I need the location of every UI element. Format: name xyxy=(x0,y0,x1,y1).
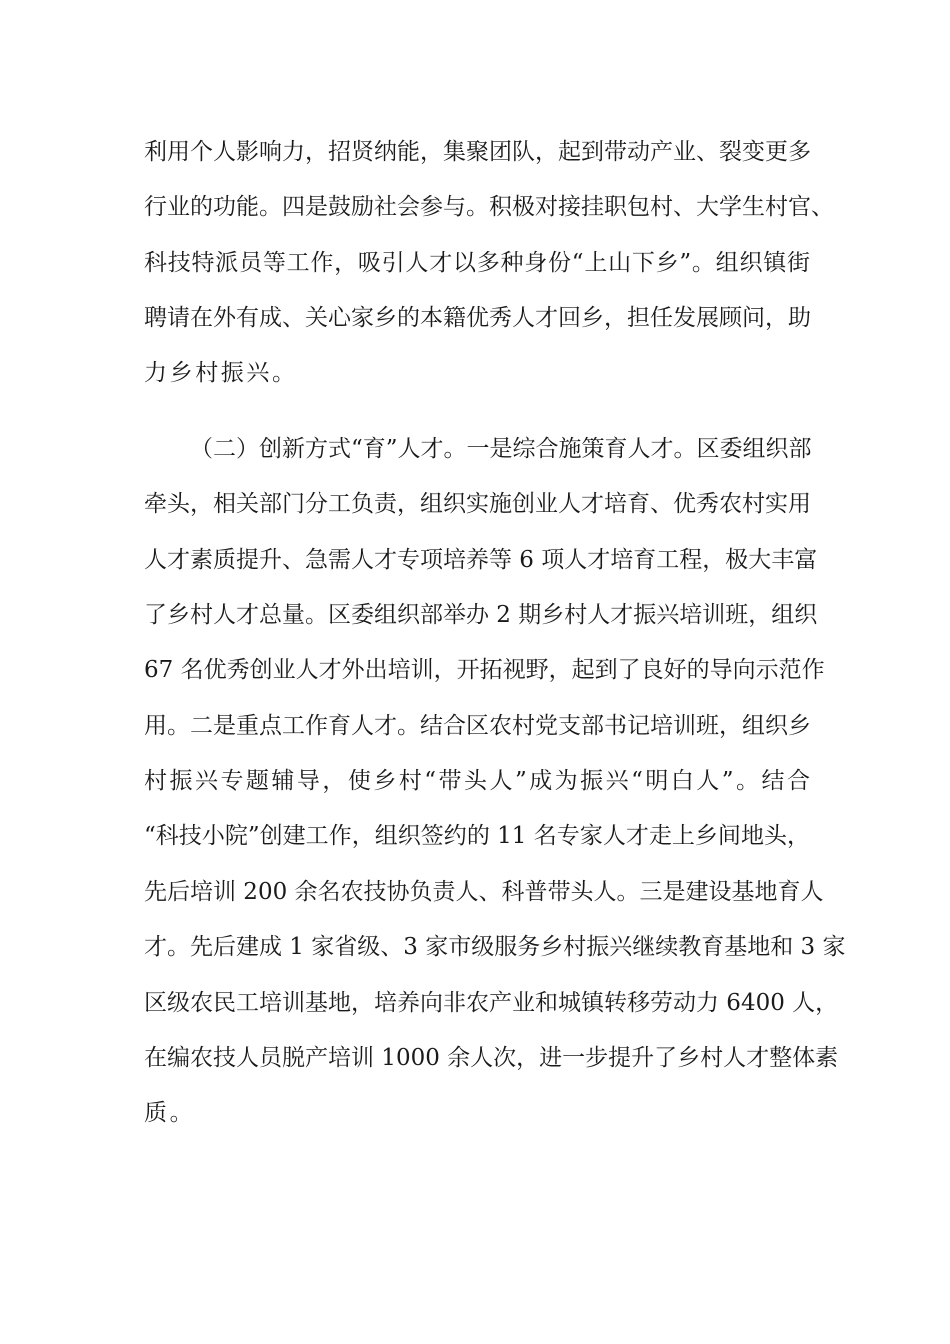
paragraph-2-line-8: “科技小院”创建工作，组织签约的 11 名专家人才走上乡间地头， xyxy=(144,823,810,849)
paragraph-2-line-7: 村振兴专题辅导，使乡村“带头人”成为振兴“明白人”。结合 xyxy=(144,768,810,794)
paragraph-2-line-2: 牵头，相关部门分工负责，组织实施创业人才培育、优秀农村实用 xyxy=(144,491,811,517)
paragraph-1-line-5: 力乡村振兴。 xyxy=(144,360,298,386)
paragraph-2-line-3: 人才素质提升、急需人才专项培养等 6 项人才培育工程，极大丰富 xyxy=(144,547,818,573)
paragraph-2-line-4: 了乡村人才总量。区委组织部举办 2 期乡村人才振兴培训班，组织 xyxy=(144,602,818,628)
paragraph-2-line-6: 用。二是重点工作育人才。结合区农村党支部书记培训班，组织乡 xyxy=(144,713,811,739)
paragraph-2-line-11: 区级农民工培训基地，培养向非农产业和城镇转移劳动力 6400 人， xyxy=(144,990,839,1016)
paragraph-2-line-5: 67 名优秀创业人才外出培训，开拓视野，起到了良好的导向示范作 xyxy=(144,657,825,683)
paragraph-1-line-3: 科技特派员等工作，吸引人才以多种身份“上山下乡”。组织镇街 xyxy=(144,250,810,276)
paragraph-1-line-4: 聘请在外有成、关心家乡的本籍优秀人才回乡，担任发展顾问，助 xyxy=(144,305,811,331)
paragraph-2-line-13: 质。 xyxy=(144,1100,196,1126)
paragraph-2-line-10: 才。先后建成 1 家省级、3 家市级服务乡村振兴继续教育基地和 3 家 xyxy=(144,934,846,960)
paragraph-2-line-12: 在编农技人员脱产培训 1000 余人次，进一步提升了乡村人才整体素 xyxy=(144,1045,839,1071)
paragraph-1-line-2: 行业的功能。四是鼓励社会参与。积极对接挂职包村、大学生村官、 xyxy=(144,194,834,220)
paragraph-2-line-9: 先后培训 200 余名农技协负责人、科普带头人。三是建设基地育人 xyxy=(144,879,824,905)
paragraph-1-line-1: 利用个人影响力，招贤纳能，集聚团队，起到带动产业、裂变更多 xyxy=(144,139,811,165)
paragraph-2-line-1: （二）创新方式“育”人才。一是综合施策育人才。区委组织部 xyxy=(190,436,812,462)
